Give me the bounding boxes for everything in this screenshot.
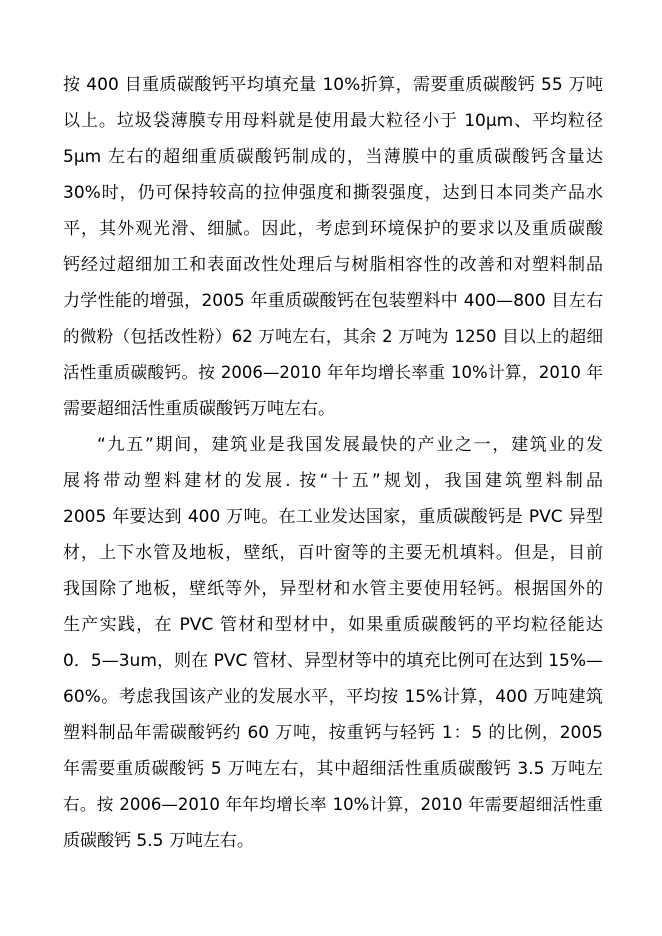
paragraph-1-line-4: 30%时，仍可保持较高的拉伸强度和撕裂强度，达到日本同类产品水	[63, 183, 603, 203]
paragraph-1-line-6: 钙经过超细加工和表面改性处理后与树脂相容性的改善和对塑料制品	[63, 255, 603, 275]
paragraph-2-line-10: 年需要重质碳酸钙 5 万吨左右，其中超细活性重质碳酸钙 3.5 万吨左	[63, 759, 603, 779]
paragraph-1-line-1: 按 400 目重质碳酸钙平均填充量 10%折算，需要重质碳酸钙 55 万吨	[63, 75, 603, 95]
paragraph-2-line-7: 0．5—3um，则在 PVC 管材、异型材等中的填充比例可在达到 15%—	[63, 651, 603, 671]
paragraph-2-line-2: 展将带动塑料建材的发展. 按“十五”规划，我国建筑塑料制品	[63, 471, 603, 491]
paragraph-1-line-7: 力学性能的增强，2005 年重质碳酸钙在包装塑料中 400—800 目左右	[63, 291, 603, 311]
paragraph-1-line-3: 5μm 左右的超细重质碳酸钙制成的，当薄膜中的重质碳酸钙含量达	[63, 147, 603, 167]
paragraph-2-line-1: “九五”期间，建筑业是我国发展最快的产业之一，建筑业的发	[97, 435, 603, 455]
paragraph-1-line-8: 的微粉（包括改性粉）62 万吨左右，其余 2 万吨为 1250 目以上的超细	[63, 327, 603, 346]
paragraph-2-line-6: 生产实践，在 PVC 管材和型材中，如果重质碳酸钙的平均粒径能达	[63, 615, 603, 635]
paragraph-2-line-12: 质碳酸钙 5.5 万吨左右。	[63, 831, 254, 851]
paragraph-2-line-3: 2005 年要达到 400 万吨。在工业发达国家，重质碳酸钙是 PVC 异型	[63, 507, 603, 527]
paragraph-1-line-5: 平，其外观光滑、细腻。因此，考虑到环境保护的要求以及重质碳酸	[63, 219, 603, 239]
paragraph-2-line-9: 塑料制品年需碳酸钙约 60 万吨，按重钙与轻钙 1：5 的比例，2005	[63, 723, 603, 743]
paragraph-1-line-2: 以上。垃圾袋薄膜专用母料就是使用最大粒径小于 10μm、平均粒径	[63, 111, 603, 131]
paragraph-2-line-8: 60%。考虑我国该产业的发展水平，平均按 15%计算，400 万吨建筑	[63, 687, 603, 707]
paragraph-2-line-5: 我国除了地板，壁纸等外，异型材和水管主要使用轻钙。根据国外的	[63, 579, 603, 599]
paragraph-1-line-10: 需要超细活性重质碳酸钙万吨左右。	[63, 399, 335, 419]
paragraph-2-line-11: 右。按 2006—2010 年年均增长率 10%计算，2010 年需要超细活性重	[63, 795, 603, 814]
paragraph-2-line-4: 材，上下水管及地板，壁纸，百叶窗等的主要无机填料。但是，目前	[63, 543, 603, 563]
paragraph-1-line-9: 活性重质碳酸钙。按 2006—2010 年年均增长率重 10%计算，2010 年	[63, 363, 603, 382]
